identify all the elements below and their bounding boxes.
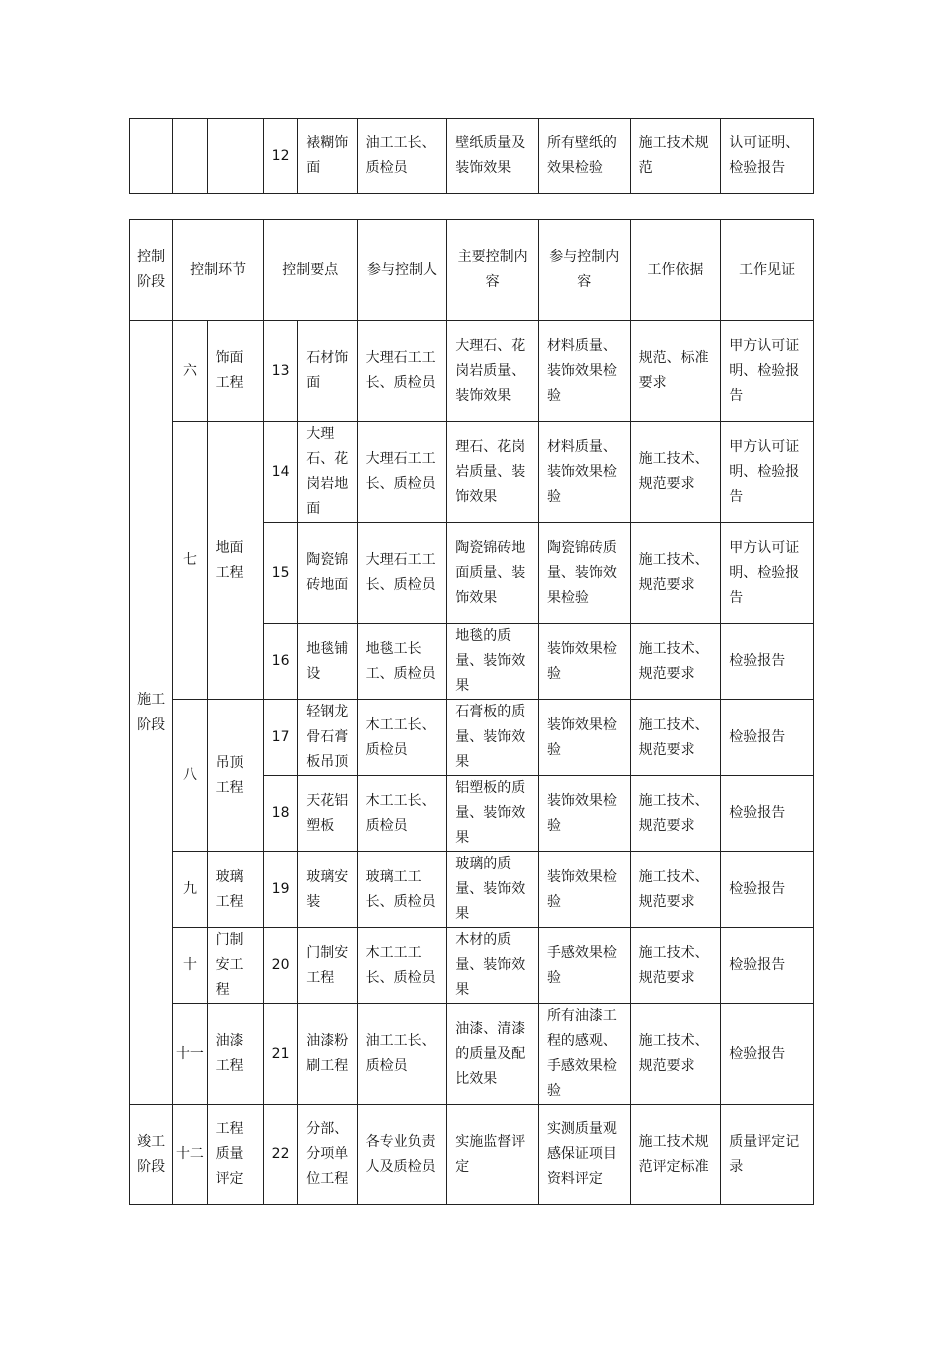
item-number: 22 <box>263 1105 297 1205</box>
header-content: 主要控制内容 <box>447 220 539 321</box>
work-evidence: 认可证明、检验报告 <box>721 119 814 194</box>
group-name: 吊顶工程 <box>207 700 263 852</box>
work-basis: 施工技术、规范要求 <box>630 776 721 852</box>
control-point: 陶瓷锦砖地面 <box>298 523 357 624</box>
work-basis: 施工技术规范评定标准 <box>630 1105 721 1205</box>
main-content: 木材的质量、装饰效果 <box>447 928 539 1004</box>
header-stage: 控制阶段 <box>130 220 173 321</box>
item-number: 16 <box>263 624 297 700</box>
table-row <box>130 1105 814 1205</box>
main-content: 地毯的质量、装饰效果 <box>447 624 539 700</box>
group-number: 十 <box>173 928 207 1004</box>
participants: 地毯工长工、质检员 <box>357 624 447 700</box>
header-participant-content: 参与控制内容 <box>538 220 630 321</box>
main-content: 理石、花岗岩质量、装饰效果 <box>447 422 539 523</box>
participant-content: 材料质量、装饰效果检验 <box>538 321 630 422</box>
participants: 各专业负责人及质检员 <box>357 1105 447 1205</box>
table-row <box>130 119 814 194</box>
table-row <box>130 700 814 776</box>
participant-content: 装饰效果检验 <box>538 700 630 776</box>
work-evidence: 甲方认可证明、检验报告 <box>721 422 814 523</box>
participant-content: 手感效果检验 <box>538 928 630 1004</box>
main-content: 油漆、清漆的质量及配比效果 <box>447 1004 539 1105</box>
empty-cell <box>207 119 263 194</box>
participants: 大理石工工长、质检员 <box>357 422 447 523</box>
item-number: 21 <box>263 1004 297 1105</box>
participant-content: 实测质量观感保证项目资料评定 <box>538 1105 630 1205</box>
item-number: 17 <box>263 700 297 776</box>
participant-content: 所有油漆工程的感观、手感效果检验 <box>538 1004 630 1105</box>
empty-cell <box>173 119 207 194</box>
control-point: 玻璃安装 <box>298 852 357 928</box>
participant-content: 材料质量、装饰效果检验 <box>538 422 630 523</box>
group-number: 十二 <box>173 1105 207 1205</box>
work-evidence: 检验报告 <box>721 700 814 776</box>
control-point: 门制安工程 <box>298 928 357 1004</box>
table-row <box>130 1004 814 1105</box>
control-point: 轻钢龙骨石膏板吊顶 <box>298 700 357 776</box>
group-name: 饰面工程 <box>207 321 263 422</box>
participants: 木工工工长、质检员 <box>357 928 447 1004</box>
work-basis: 施工技术规范 <box>630 119 721 194</box>
table-row <box>130 422 814 523</box>
table-row <box>130 321 814 422</box>
group-number: 七 <box>173 422 207 700</box>
participant-content: 所有壁纸的效果检验 <box>538 119 630 194</box>
header-basis: 工作依据 <box>630 220 721 321</box>
item-number: 19 <box>263 852 297 928</box>
header-link: 控制环节 <box>173 220 264 321</box>
item-number: 14 <box>263 422 297 523</box>
participant-content: 装饰效果检验 <box>538 624 630 700</box>
participants: 油工工长、质检员 <box>357 1004 447 1105</box>
work-basis: 施工技术、规范要求 <box>630 523 721 624</box>
main-content: 实施监督评定 <box>447 1105 539 1205</box>
table-row <box>130 928 814 1004</box>
header-row <box>130 220 814 321</box>
participant-content: 陶瓷锦砖质量、装饰效果检验 <box>538 523 630 624</box>
work-evidence: 甲方认可证明、检验报告 <box>721 321 814 422</box>
group-name: 工程质量评定 <box>207 1105 263 1205</box>
work-evidence: 检验报告 <box>721 852 814 928</box>
group-name: 玻璃工程 <box>207 852 263 928</box>
empty-cell <box>130 119 173 194</box>
group-number: 六 <box>173 321 207 422</box>
work-evidence: 甲方认可证明、检验报告 <box>721 523 814 624</box>
control-point: 分部、分项单位工程 <box>298 1105 357 1205</box>
control-point: 地毯铺设 <box>298 624 357 700</box>
participants: 大理石工工长、质检员 <box>357 321 447 422</box>
main-content: 石膏板的质量、装饰效果 <box>447 700 539 776</box>
main-content: 陶瓷锦砖地面质量、装饰效果 <box>447 523 539 624</box>
stage-completion: 竣工阶段 <box>130 1105 173 1205</box>
group-name: 油漆工程 <box>207 1004 263 1105</box>
work-basis: 施工技术、规范要求 <box>630 624 721 700</box>
stage-construction: 施工阶段 <box>130 321 173 1105</box>
participants: 大理石工工长、质检员 <box>357 523 447 624</box>
table-row <box>130 852 814 928</box>
participants: 玻璃工工长、质检员 <box>357 852 447 928</box>
participants: 油工工长、质检员 <box>357 119 447 194</box>
header-evidence: 工作见证 <box>721 220 814 321</box>
header-participants: 参与控制人 <box>357 220 447 321</box>
work-evidence: 质量评定记录 <box>721 1105 814 1205</box>
work-basis: 施工技术、规范要求 <box>630 422 721 523</box>
control-point: 天花铝塑板 <box>298 776 357 852</box>
participants: 木工工长、质检员 <box>357 776 447 852</box>
work-evidence: 检验报告 <box>721 776 814 852</box>
work-evidence: 检验报告 <box>721 624 814 700</box>
main-control-table <box>129 219 814 1205</box>
work-basis: 规范、标准要求 <box>630 321 721 422</box>
main-content: 大理石、花岗岩质量、装饰效果 <box>447 321 539 422</box>
participants: 木工工长、质检员 <box>357 700 447 776</box>
work-basis: 施工技术、规范要求 <box>630 928 721 1004</box>
control-point: 大理石、花岗岩地面 <box>298 422 357 523</box>
header-point: 控制要点 <box>263 220 357 321</box>
participant-content: 装饰效果检验 <box>538 852 630 928</box>
work-evidence: 检验报告 <box>721 928 814 1004</box>
item-number: 18 <box>263 776 297 852</box>
control-point: 石材饰面 <box>298 321 357 422</box>
item-number: 13 <box>263 321 297 422</box>
group-name: 地面工程 <box>207 422 263 700</box>
control-point: 油漆粉刷工程 <box>298 1004 357 1105</box>
item-number: 20 <box>263 928 297 1004</box>
item-number: 15 <box>263 523 297 624</box>
participant-content: 装饰效果检验 <box>538 776 630 852</box>
group-number: 八 <box>173 700 207 852</box>
item-number: 12 <box>263 119 297 194</box>
group-number: 十一 <box>173 1004 207 1105</box>
main-content: 壁纸质量及装饰效果 <box>447 119 539 194</box>
group-name: 门制安工程 <box>207 928 263 1004</box>
work-basis: 施工技术、规范要求 <box>630 852 721 928</box>
work-basis: 施工技术、规范要求 <box>630 700 721 776</box>
control-point: 裱糊饰面 <box>298 119 357 194</box>
work-basis: 施工技术、规范要求 <box>630 1004 721 1105</box>
work-evidence: 检验报告 <box>721 1004 814 1105</box>
group-number: 九 <box>173 852 207 928</box>
main-content: 玻璃的质量、装饰效果 <box>447 852 539 928</box>
main-content: 铝塑板的质量、装饰效果 <box>447 776 539 852</box>
top-continuation-table <box>129 118 814 194</box>
